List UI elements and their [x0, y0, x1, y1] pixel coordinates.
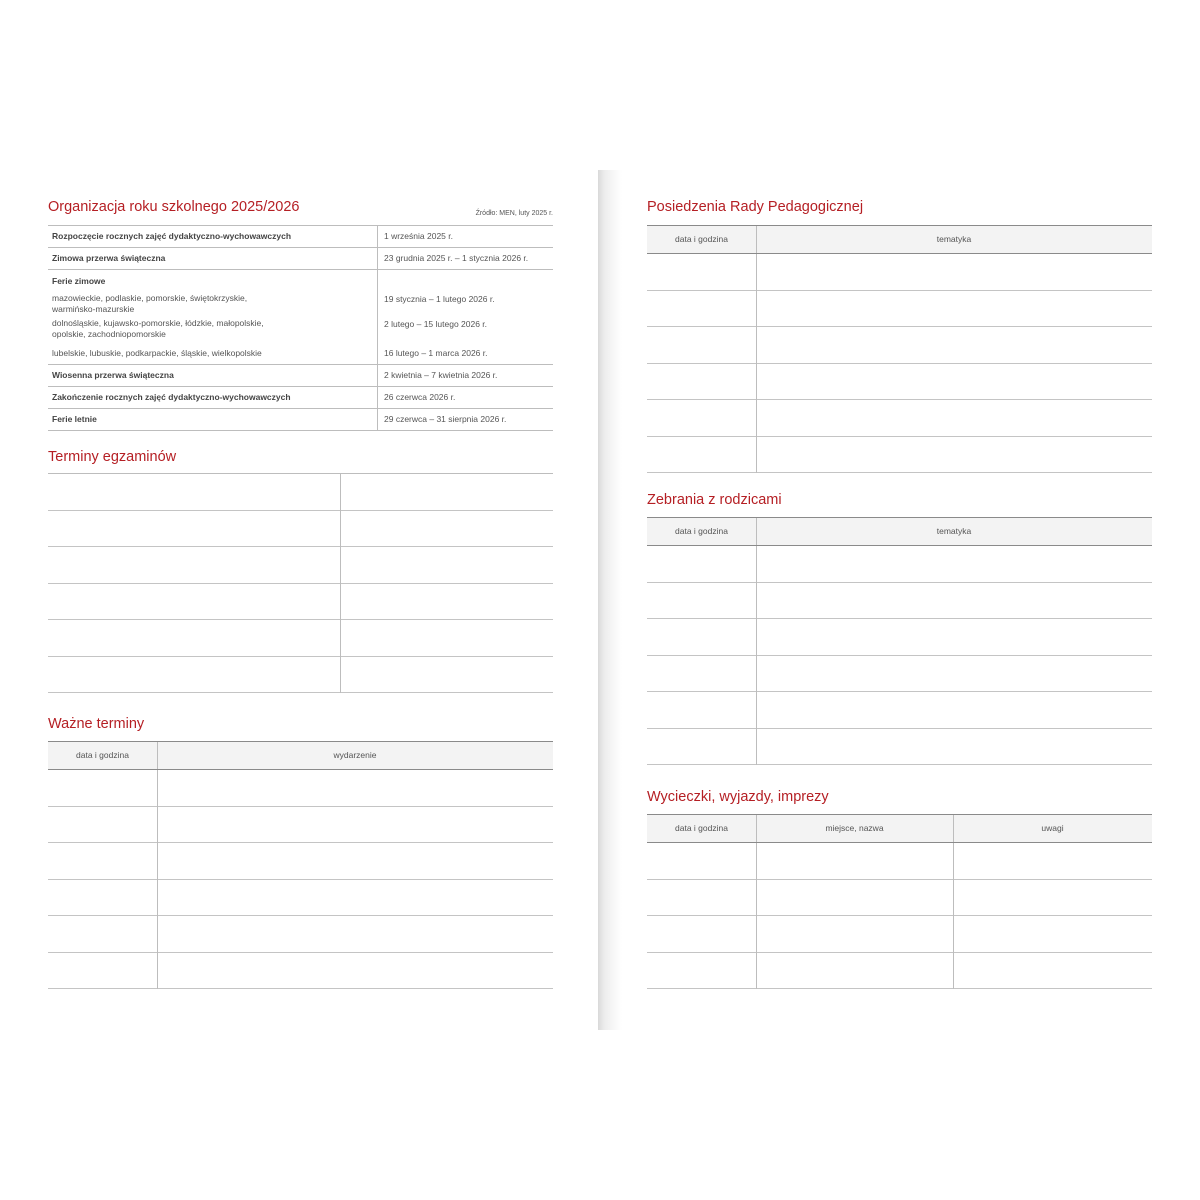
row-date: 2 kwietnia – 7 kwietnia 2026 r.	[384, 370, 498, 380]
column-header: data i godzina	[675, 823, 728, 833]
table-row[interactable]	[647, 546, 1152, 583]
table-row	[48, 409, 553, 431]
council-title: Posiedzenia Rady Pedagogicznej	[647, 199, 864, 215]
table-header	[647, 225, 1152, 254]
table-row[interactable]	[647, 619, 1152, 656]
column-header: miejsce, nazwa	[825, 823, 884, 833]
column-divider	[157, 770, 158, 989]
right-page	[647, 170, 1152, 1030]
column-header: data i godzina	[675, 234, 728, 244]
row-label: Zimowa przerwa świąteczna	[52, 253, 166, 263]
table-row[interactable]	[647, 843, 1152, 880]
table-row[interactable]	[48, 511, 553, 548]
table-row[interactable]	[48, 880, 553, 917]
table-row[interactable]	[48, 474, 553, 511]
table-row	[48, 248, 553, 270]
region-group: mazowieckie, podlaskie, pomorskie, świętokrzyskie, warmińsko-mazurskie	[52, 293, 248, 314]
column-divider	[756, 254, 757, 473]
book-gutter	[598, 170, 622, 1030]
org-title: Organizacja roku szkolnego 2025/2026	[48, 199, 300, 215]
row-date: 1 września 2025 r.	[384, 231, 453, 241]
table-header	[647, 814, 1152, 843]
table-row[interactable]	[647, 729, 1152, 766]
column-header: tematyka	[936, 526, 972, 536]
row-date: 23 grudnia 2025 r. – 1 stycznia 2026 r.	[384, 253, 529, 263]
trips-body	[647, 843, 1152, 989]
exams-table	[48, 473, 553, 693]
table-row[interactable]	[647, 254, 1152, 291]
row-label: Zakończenie rocznych zajęć dydaktyczno-wychowawczych	[52, 392, 291, 402]
row-date: 2 lutego – 15 lutego 2026 r.	[384, 319, 488, 329]
table-row[interactable]	[48, 916, 553, 953]
row-date: 19 stycznia – 1 lutego 2026 r.	[384, 294, 495, 304]
region-group: lubelskie, lubuskie, podkarpackie, śląskie, wielkopolskie	[52, 348, 262, 358]
column-header: tematyka	[936, 234, 972, 244]
row-label: Rozpoczęcie rocznych zajęć dydaktyczno-wychowawczych	[52, 231, 292, 241]
table-row	[48, 387, 553, 409]
parents-table	[647, 517, 1152, 765]
table-row[interactable]	[647, 583, 1152, 620]
table-row[interactable]	[647, 400, 1152, 437]
parents-title: Zebrania z rodzicami	[647, 492, 782, 508]
table-header	[48, 741, 553, 770]
column-divider	[756, 843, 757, 989]
exams-title: Terminy egzaminów	[48, 449, 177, 465]
table-row[interactable]	[48, 547, 553, 584]
table-row[interactable]	[647, 656, 1152, 693]
region-group: dolnośląskie, kujawsko-pomorskie, łódzkie, małopolskie, opolskie, zachodniopomorskie	[52, 318, 264, 339]
table-row-ferie	[48, 270, 553, 365]
table-row[interactable]	[647, 437, 1152, 474]
important-title: Ważne terminy	[48, 716, 145, 732]
table-row[interactable]	[647, 327, 1152, 364]
table-row[interactable]	[48, 807, 553, 844]
parents-body	[647, 546, 1152, 765]
column-header: data i godzina	[675, 526, 728, 536]
column-header: data i godzina	[76, 750, 129, 760]
column-header: wydarzenie	[333, 750, 377, 760]
left-page	[48, 170, 553, 1030]
important-table	[48, 741, 553, 989]
table-row[interactable]	[48, 620, 553, 657]
row-label: Wiosenna przerwa świąteczna	[52, 370, 174, 380]
table-row[interactable]	[647, 953, 1152, 990]
column-divider	[756, 546, 757, 765]
org-source: Źródło: MEN, luty 2025 r.	[475, 210, 553, 217]
table-row[interactable]	[48, 953, 553, 990]
important-body	[48, 770, 553, 989]
table-row[interactable]	[647, 692, 1152, 729]
row-date: 26 czerwca 2026 r.	[384, 392, 456, 402]
table-row[interactable]	[48, 843, 553, 880]
column-divider	[953, 843, 954, 989]
row-label: Ferie zimowe	[52, 276, 106, 286]
table-row	[48, 226, 553, 248]
row-label: Ferie letnie	[52, 414, 97, 424]
table-row[interactable]	[48, 770, 553, 807]
org-table	[48, 225, 553, 431]
table-row	[48, 365, 553, 387]
table-header	[647, 517, 1152, 546]
table-row[interactable]	[647, 364, 1152, 401]
trips-table	[647, 814, 1152, 989]
council-table	[647, 225, 1152, 473]
table-row[interactable]	[647, 291, 1152, 328]
row-date: 29 czerwca – 31 sierpnia 2026 r.	[384, 414, 507, 424]
table-row[interactable]	[647, 880, 1152, 917]
column-divider	[340, 474, 341, 693]
exams-body	[48, 474, 553, 693]
row-date: 16 lutego – 1 marca 2026 r.	[384, 348, 488, 358]
table-row[interactable]	[48, 657, 553, 694]
table-row[interactable]	[48, 584, 553, 621]
column-header: uwagi	[1041, 823, 1064, 833]
council-body	[647, 254, 1152, 473]
trips-title: Wycieczki, wyjazdy, imprezy	[647, 789, 829, 805]
table-row[interactable]	[647, 916, 1152, 953]
